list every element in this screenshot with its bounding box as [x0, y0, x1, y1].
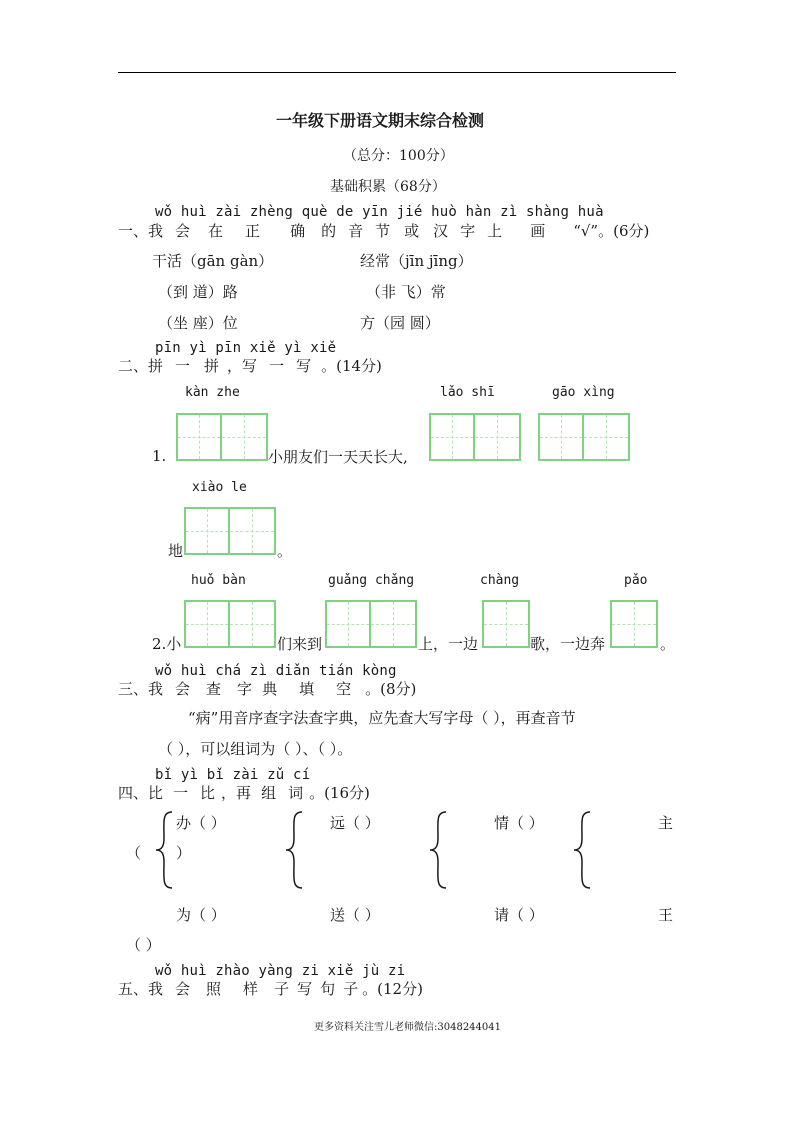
q4-wrap-paren[interactable]: （ ） [126, 936, 161, 954]
q4-stem [118, 782, 370, 803]
q5-stem-tail: 。(12分) [362, 980, 423, 998]
q1-stem-char: 汉 [433, 222, 449, 240]
q2-sentence-text: 歌，一边奔 [530, 635, 606, 653]
q1-item[interactable]: 干活（gān gàn） [152, 252, 274, 270]
q5-stem-char: 子 [274, 980, 290, 998]
q2-stem-char: 拼 [204, 357, 220, 375]
q4-stem-tail: 。(16分) [309, 784, 370, 802]
q2-sentence-text: 2.小 [152, 635, 182, 653]
q2-grid-pinyin: chàng [480, 573, 520, 588]
q2-stem-char: 一 [175, 357, 191, 375]
q5-stem-char: 句 [320, 980, 336, 998]
q1-stem [118, 220, 649, 241]
q4-word[interactable]: 远（ ） [330, 814, 380, 832]
q3-stem-char: 字 [237, 680, 253, 698]
q3-stem [118, 678, 416, 699]
q1-stem-char: 字 [460, 222, 476, 240]
q3-stem-char: 查 [206, 680, 222, 698]
q2-sentence-text: 小朋友们一天天长大, [268, 448, 408, 466]
q2-stem-char: 写 [296, 357, 312, 375]
q5-stem-char: 样 [243, 980, 259, 998]
q1-item[interactable]: （非 飞）常 [366, 283, 446, 301]
q4-word[interactable]: 为（ ） [176, 906, 226, 924]
writing-grid[interactable] [184, 507, 276, 555]
q2-sentence-text: 上，一边 [418, 635, 479, 653]
q3-stem-char: 典 [262, 680, 278, 698]
q2-grid-pinyin: lǎo shī [440, 385, 495, 400]
q3-line[interactable]: （ ），可以组词为（ ）、（ ）。 [158, 740, 353, 758]
writing-grid[interactable] [482, 600, 530, 648]
q4-word[interactable]: 送（ ） [330, 906, 380, 924]
q4-word[interactable]: 主 [658, 814, 674, 832]
q3-stem-char: 三、我 [118, 680, 164, 698]
q1-stem-char: 确 [290, 222, 306, 240]
q2-sentence-text: 们来到 [277, 635, 323, 653]
q4-stem-char: 四、比 [118, 784, 164, 802]
q4-word[interactable]: 请（ ） [494, 906, 544, 924]
q5-stem [118, 978, 423, 999]
q1-stem-char: 画 [530, 222, 546, 240]
q5-stem-char: 子 [343, 980, 359, 998]
q4-wrap-paren: （ [126, 844, 142, 862]
writing-grid[interactable] [538, 413, 630, 461]
q2-stem-tail: 。(14分) [321, 357, 382, 375]
q2-stem-char: ，写 [227, 357, 258, 375]
q5-stem-char: 写 [297, 980, 313, 998]
left-brace-icon [428, 810, 450, 890]
q4-stem-char: 词 [288, 784, 304, 802]
q2-grid-pinyin: xiào le [192, 480, 247, 495]
q1-stem-tail: “√”。(6分) [573, 222, 650, 240]
left-brace-icon [284, 810, 306, 890]
q4-word[interactable]: 情（ ） [494, 814, 544, 832]
q4-stem-char: 一 [173, 784, 189, 802]
q1-stem-char: 在 [208, 222, 224, 240]
q1-stem-char: 一、我 [118, 222, 164, 240]
q2-grid-pinyin: gāo xìng [552, 385, 615, 400]
q3-pinyin: wǒ huì chá zì diǎn tián kòng [155, 663, 397, 679]
q5-stem-char: 照 [206, 980, 222, 998]
q4-word[interactable]: 办（ ） [176, 814, 226, 832]
q3-line[interactable]: “病”用音序查字法查字典，应先查大写字母（ ），再查音节 [188, 709, 576, 727]
writing-grid[interactable] [176, 413, 268, 461]
writing-grid[interactable] [325, 600, 417, 648]
q4-stem-char: ，再 [221, 784, 252, 802]
q1-item[interactable]: 经常（jīn jīng） [360, 252, 473, 270]
q2-pinyin: pīn yì pīn xiě yì xiě [155, 340, 337, 356]
q1-stem-char: 节 [375, 222, 391, 240]
q2-sentence-text: 。 [660, 635, 676, 653]
q1-stem-char: 或 [404, 222, 420, 240]
q1-stem-char: 音 [348, 222, 364, 240]
q5-pinyin: wǒ huì zhào yàng zi xiě jù zi [155, 963, 406, 979]
writing-grid[interactable] [610, 600, 658, 648]
q3-stem-char: 空 [336, 680, 352, 698]
writing-grid[interactable] [184, 600, 276, 648]
left-brace-icon [154, 810, 176, 890]
q1-pinyin: wǒ huì zài zhèng què de yīn jié huò hàn zì shàng huà [155, 204, 604, 220]
q5-stem-char: 会 [175, 980, 191, 998]
q2-sentence-text: 地 [168, 542, 184, 560]
q2-stem [118, 355, 382, 376]
q1-item[interactable]: 方（园 圆） [360, 314, 440, 332]
page-title: 一年级下册语文期末综合检测 [276, 111, 485, 130]
q2-grid-pinyin: huǒ bàn [191, 573, 246, 588]
q1-item[interactable]: （坐 座）位 [158, 314, 238, 332]
q4-pinyin: bǐ yì bǐ zài zǔ cí [155, 767, 311, 783]
writing-grid[interactable] [429, 413, 521, 461]
q1-item[interactable]: （到 道）路 [158, 283, 238, 301]
total-score: （总分：100分） [343, 148, 454, 164]
left-brace-icon [572, 810, 594, 890]
q2-stem-char: 一 [269, 357, 285, 375]
q2-grid-pinyin: guǎng chǎng [328, 573, 415, 588]
q4-wrap-paren: ） [176, 844, 192, 862]
footer-note: 更多资料关注雪儿老师微信:3048244041 [314, 1022, 501, 1033]
q3-stem-char: 会 [175, 680, 191, 698]
q2-grid-pinyin: kàn zhe [185, 385, 240, 400]
q5-stem-char: 五、我 [118, 980, 164, 998]
q2-grid-pinyin: pǎo [624, 573, 648, 588]
q1-stem-char: 的 [321, 222, 337, 240]
header-rule [118, 72, 676, 73]
q1-stem-char: 上 [487, 222, 503, 240]
q2-line-number: 1. [152, 447, 167, 465]
q1-stem-char: 正 [245, 222, 261, 240]
q2-sentence-text: 。 [277, 542, 293, 560]
q4-stem-char: 比 [200, 784, 216, 802]
q4-word[interactable]: 王 [658, 906, 674, 924]
q2-stem-char: 二、拼 [118, 357, 164, 375]
section-label: 基础积累（68分） [330, 179, 446, 195]
q1-stem-char: 会 [175, 222, 191, 240]
q3-stem-tail: 。(8分) [365, 680, 417, 698]
q3-stem-char: 填 [299, 680, 315, 698]
q4-stem-char: 组 [261, 784, 277, 802]
